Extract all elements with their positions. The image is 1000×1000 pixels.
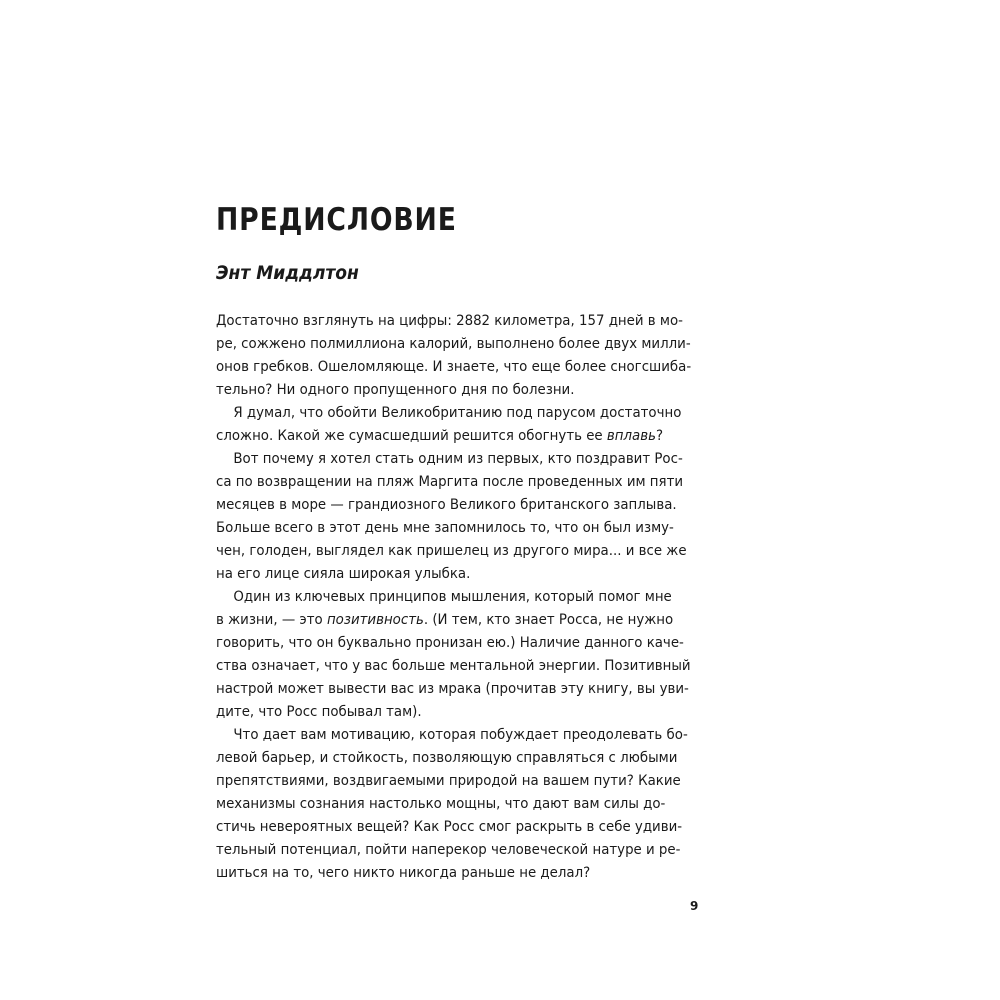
text-line: настрой может вывести вас из мрака (прочитав эту книгу, вы уви- — [216, 680, 689, 697]
text-line: Один из ключевых принципов мышления, который помог мне — [233, 588, 672, 605]
text-line — [216, 608, 728, 631]
text-line: Что дает вам мотивацию, которая побуждает преодолевать бо- — [233, 726, 688, 743]
text-line: Я думал, что обойти Великобританию под парусом достаточно — [233, 404, 682, 421]
text-line: ре, сожжено полмиллиона калорий, выполнено более двух милли- — [216, 335, 691, 352]
text-line: ства означает, что у вас больше ментальной энергии. Позитивный — [216, 657, 691, 674]
page-number: 9 — [690, 899, 699, 913]
text-run: . (И тем, кто знает Росса, не нужно — [423, 611, 674, 628]
text-line: тельный потенциал, пойти наперекор человеческой натуре и ре- — [216, 841, 681, 858]
text-run: в жизни, — это — [216, 611, 327, 628]
text-line: на его лице сияла широкая улыбка. — [216, 565, 471, 582]
emphasis: вплавь — [606, 427, 656, 444]
text-line: Больше всего в этот день мне запомнилось то, что он был изму- — [216, 519, 674, 536]
text-line: Достаточно взглянуть на цифры: 2882 километра, 157 дней в мо- — [216, 312, 683, 329]
chapter-author: Энт Миддлтон — [216, 262, 359, 284]
text-line: чен, голоден, выглядел как пришелец из другого мира... и все же — [216, 542, 687, 559]
text-line: са по возвращении на пляж Маргита после проведенных им пяти — [216, 473, 684, 490]
text-line: онов гребков. Ошеломляюще. И знаете, что еще более сногсшиба- — [216, 358, 692, 375]
text-line: препятствиями, воздвигаемыми природой на вашем пути? Какие — [216, 772, 681, 789]
chapter-body — [216, 309, 776, 884]
text-line: говорить, что он буквально пронизан ею.) Наличие данного каче- — [216, 634, 684, 651]
text-line: стичь невероятных вещей? Как Росс смог раскрыть в себе удиви- — [216, 818, 683, 835]
text-run: сложно. Какой же сумасшедший решится обогнуть ее — [216, 427, 607, 444]
text-line: дите, что Росс побывал там). — [216, 703, 422, 720]
chapter-title: ПРЕДИСЛОВИЕ — [216, 202, 457, 238]
text-line: механизмы сознания настолько мощны, что дают вам силы до- — [216, 795, 666, 812]
text-line — [216, 424, 728, 447]
emphasis: позитивность — [326, 611, 424, 628]
text-line: Вот почему я хотел стать одним из первых, кто поздравит Рос- — [233, 450, 683, 467]
text-line: левой барьер, и стойкость, позволяющую справляться с любыми — [216, 749, 678, 766]
text-run: ? — [655, 427, 664, 444]
text-line: шиться на то, чего никто никогда раньше не делал? — [216, 864, 591, 881]
text-line: месяцев в море — грандиозного Великого британского заплыва. — [216, 496, 677, 513]
text-line: тельно? Ни одного пропущенного дня по болезни. — [216, 381, 575, 398]
